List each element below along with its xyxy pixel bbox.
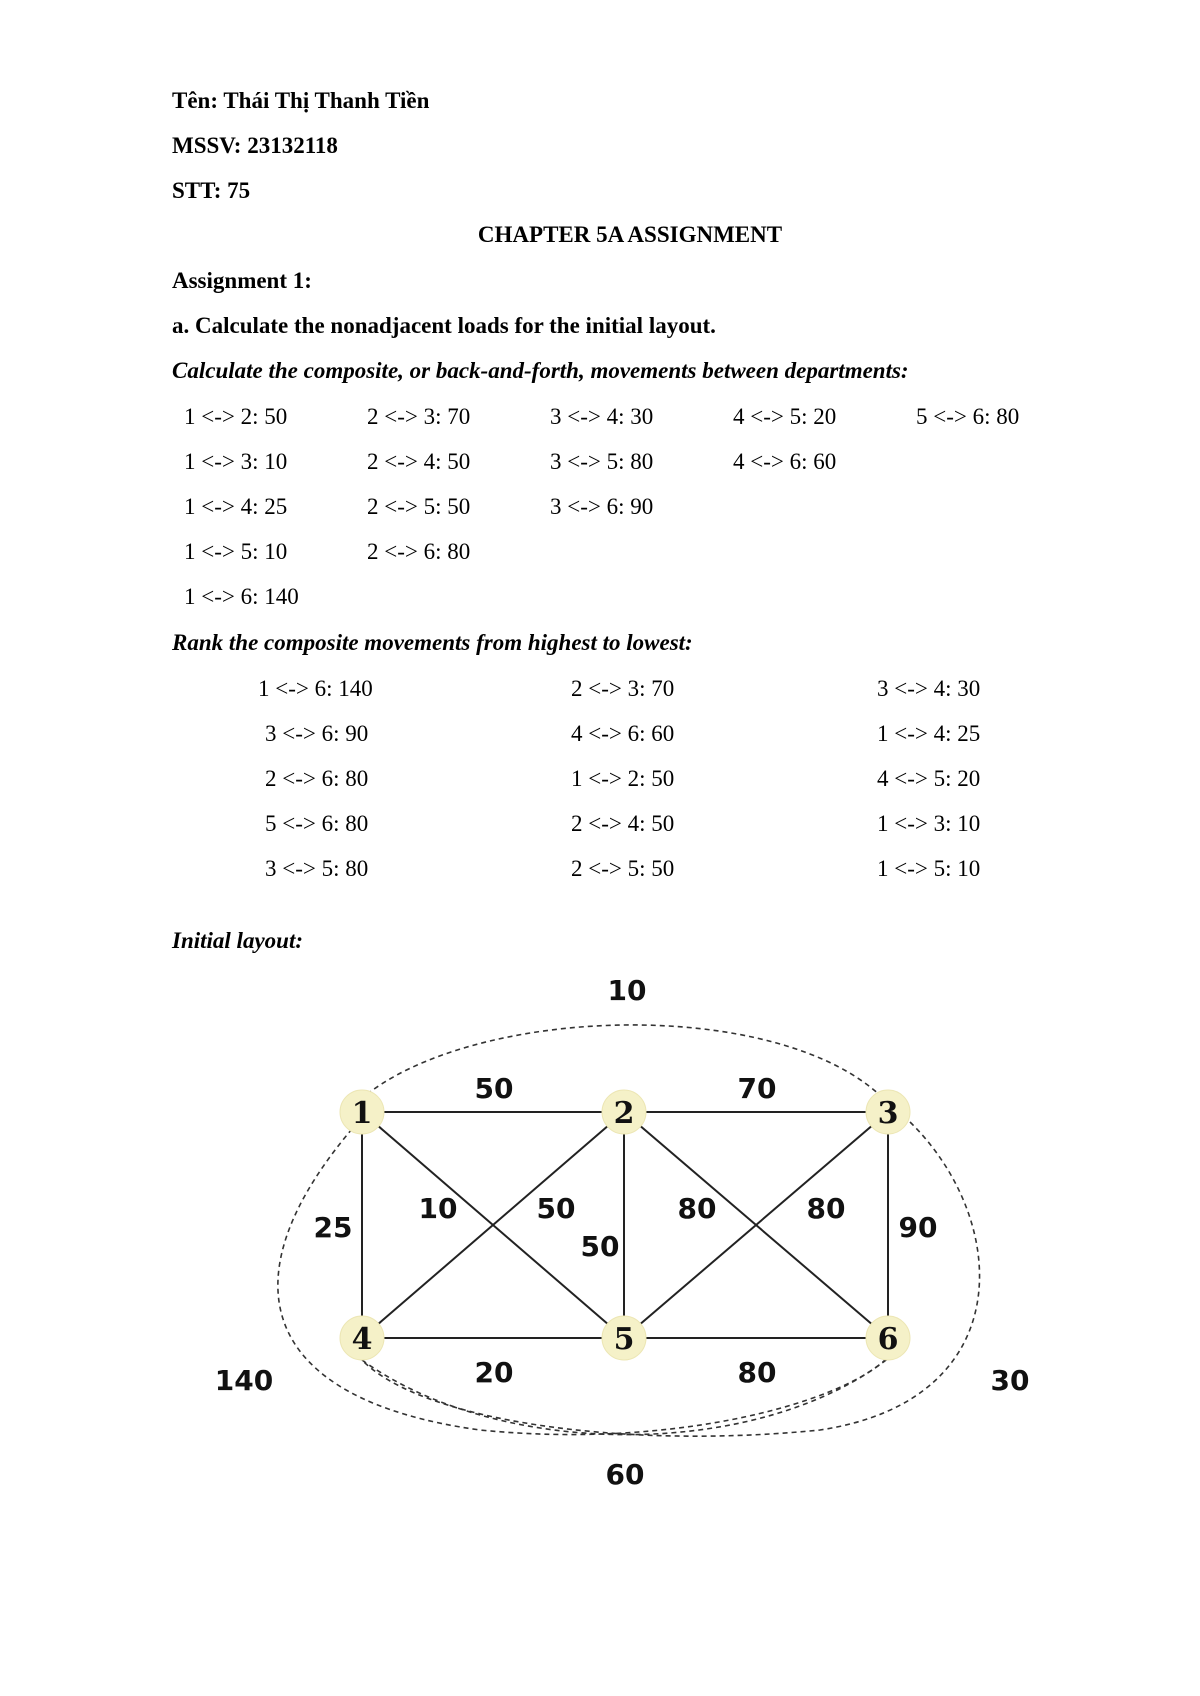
node-4-label: 4 bbox=[351, 1322, 373, 1357]
weight-label-3-6: 90 bbox=[898, 1211, 938, 1244]
rank-item: 1 <-> 2: 50 bbox=[571, 766, 675, 791]
rank-heading: Rank the composite movements from highest to lowest: bbox=[172, 630, 693, 655]
composite-item: 4 <-> 6: 60 bbox=[733, 449, 837, 474]
composite-item: 3 <-> 6: 90 bbox=[550, 494, 654, 519]
part-a-heading: a. Calculate the nonadjacent loads for the initial layout. bbox=[172, 313, 716, 338]
student-name: Tên: Thái Thị Thanh Tiền bbox=[172, 88, 430, 113]
rank-item: 2 <-> 6: 80 bbox=[265, 766, 369, 791]
node-5-label: 5 bbox=[613, 1322, 635, 1357]
rank-item: 1 <-> 6: 140 bbox=[258, 676, 373, 701]
rank-item: 4 <-> 6: 60 bbox=[571, 721, 675, 746]
node-6-label: 6 bbox=[877, 1322, 899, 1357]
weight-label-3-4: 30 bbox=[990, 1364, 1030, 1397]
composite-item: 1 <-> 2: 50 bbox=[184, 404, 288, 429]
weight-label-1-6: 140 bbox=[214, 1364, 274, 1397]
page-title: CHAPTER 5A ASSIGNMENT bbox=[477, 222, 783, 247]
rank-item: 4 <-> 5: 20 bbox=[877, 766, 981, 791]
weight-label-4-5: 20 bbox=[474, 1356, 514, 1389]
weight-label-2-4: 50 bbox=[536, 1192, 576, 1225]
rank-item: 3 <-> 6: 90 bbox=[265, 721, 369, 746]
rank-item: 1 <-> 5: 10 bbox=[877, 856, 981, 881]
composite-item: 1 <-> 3: 10 bbox=[184, 449, 288, 474]
node-3-label: 3 bbox=[877, 1096, 899, 1131]
dashed-edge-1-6 bbox=[278, 1122, 890, 1435]
node-1-label: 1 bbox=[351, 1096, 373, 1131]
dashed-edge-1-3 bbox=[360, 1025, 885, 1100]
composite-item: 2 <-> 4: 50 bbox=[367, 449, 471, 474]
composite-item: 1 <-> 5: 10 bbox=[184, 539, 288, 564]
rank-item: 3 <-> 4: 30 bbox=[877, 676, 981, 701]
composite-item: 5 <-> 6: 80 bbox=[916, 404, 1020, 429]
weight-label-4-6: 60 bbox=[605, 1458, 645, 1491]
composite-item: 2 <-> 5: 50 bbox=[367, 494, 471, 519]
weight-label-2-5: 50 bbox=[580, 1230, 620, 1263]
composite-item: 1 <-> 6: 140 bbox=[184, 584, 299, 609]
assignment-heading: Assignment 1: bbox=[172, 268, 312, 293]
stt-number: STT: 75 bbox=[172, 178, 251, 203]
rank-item: 1 <-> 4: 25 bbox=[877, 721, 981, 746]
student-id: MSSV: 23132118 bbox=[172, 133, 338, 158]
weight-label-2-6: 80 bbox=[677, 1192, 717, 1225]
composite-item: 3 <-> 4: 30 bbox=[550, 404, 654, 429]
composite-heading: Calculate the composite, or back-and-forth, movements between departments: bbox=[172, 358, 909, 383]
composite-item: 1 <-> 4: 25 bbox=[184, 494, 288, 519]
weight-label-1-4: 25 bbox=[313, 1211, 353, 1244]
rank-item: 3 <-> 5: 80 bbox=[265, 856, 369, 881]
dashed-edge-3-4 bbox=[362, 1122, 980, 1436]
layout-heading: Initial layout: bbox=[172, 928, 303, 953]
node-2-label: 2 bbox=[613, 1096, 635, 1131]
weight-label-2-3: 70 bbox=[737, 1072, 777, 1105]
weight-label-1-2: 50 bbox=[474, 1072, 514, 1105]
rank-item: 1 <-> 3: 10 bbox=[877, 811, 981, 836]
rank-item: 2 <-> 4: 50 bbox=[571, 811, 675, 836]
weight-label-1-3: 10 bbox=[607, 974, 647, 1007]
weight-label-3-5: 80 bbox=[806, 1192, 846, 1225]
composite-item: 2 <-> 6: 80 bbox=[367, 539, 471, 564]
weight-label-1-5: 10 bbox=[418, 1192, 458, 1225]
weight-label-5-6: 80 bbox=[737, 1356, 777, 1389]
rank-item: 2 <-> 3: 70 bbox=[571, 676, 675, 701]
rank-item: 5 <-> 6: 80 bbox=[265, 811, 369, 836]
rank-item: 2 <-> 5: 50 bbox=[571, 856, 675, 881]
composite-item: 2 <-> 3: 70 bbox=[367, 404, 471, 429]
composite-item: 4 <-> 5: 20 bbox=[733, 404, 837, 429]
composite-item: 3 <-> 5: 80 bbox=[550, 449, 654, 474]
